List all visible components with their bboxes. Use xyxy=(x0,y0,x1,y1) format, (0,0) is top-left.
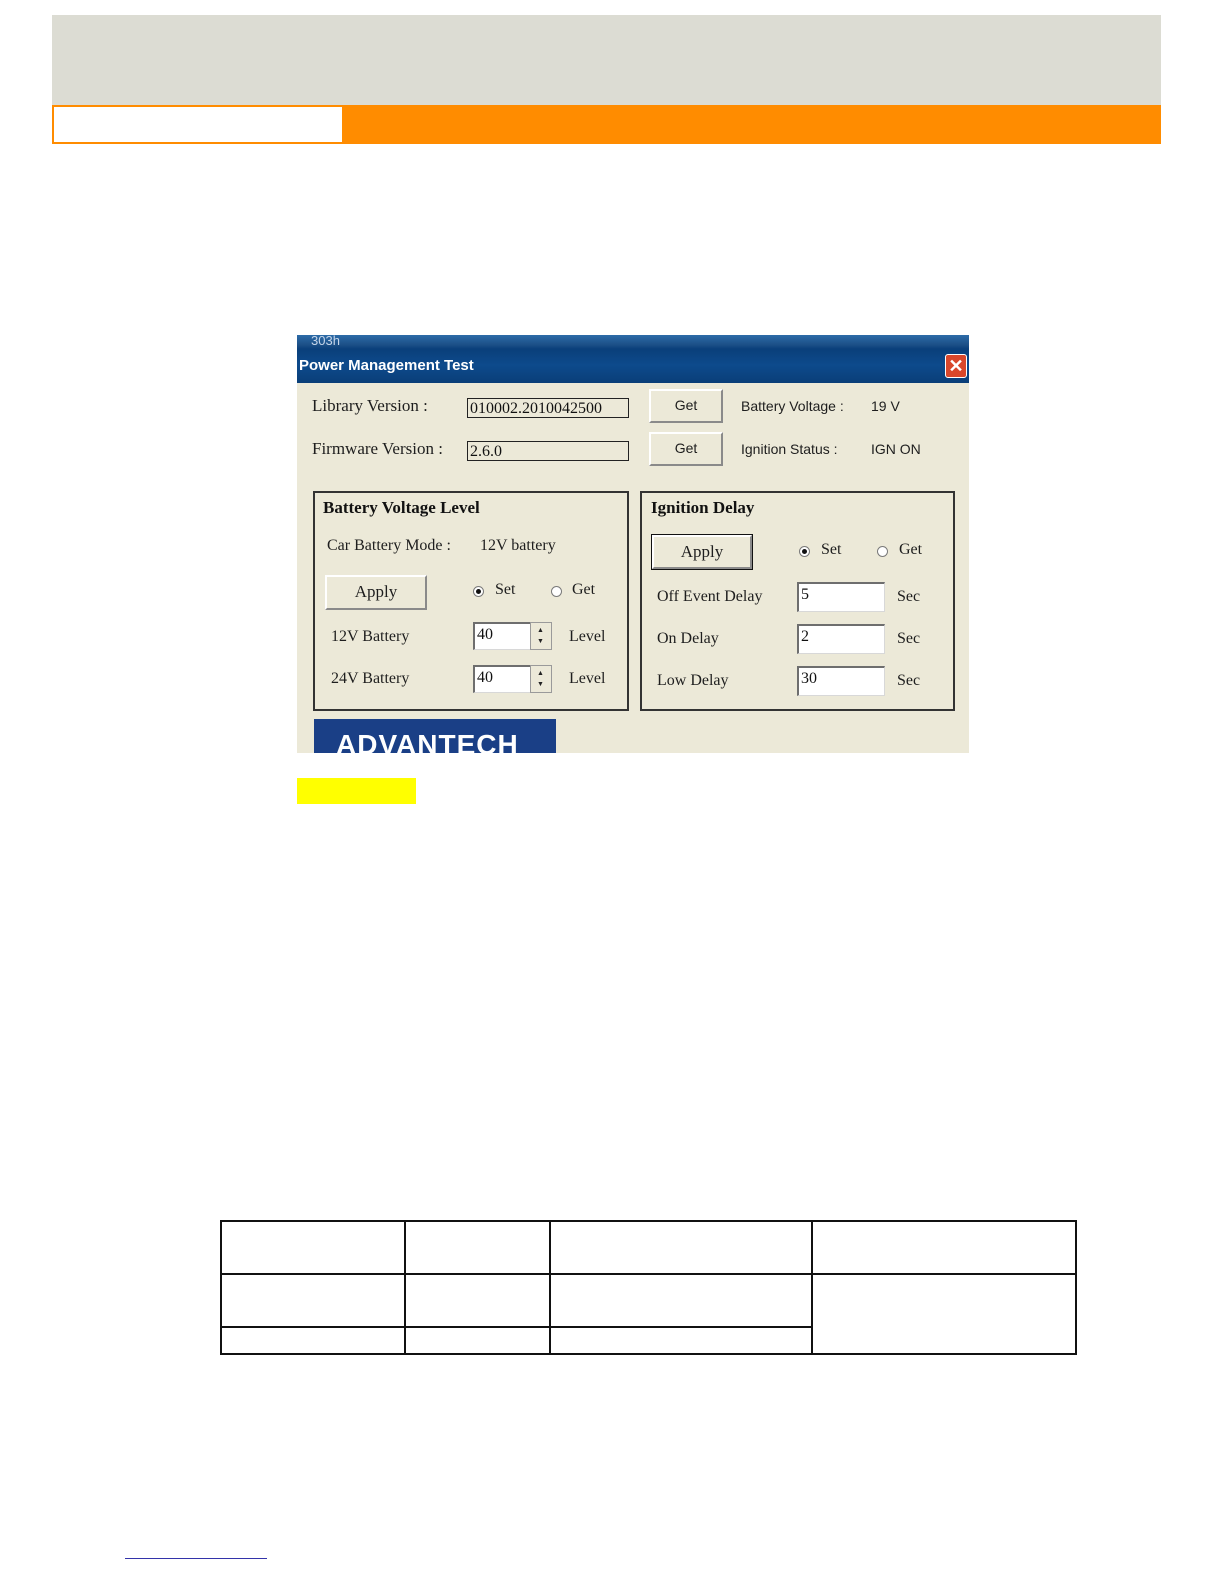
data-table xyxy=(220,1220,1077,1355)
page-header-band xyxy=(52,15,1161,105)
battery-get-radio[interactable] xyxy=(551,586,562,597)
table-cell xyxy=(405,1327,550,1354)
ignition-set-label: Set xyxy=(821,541,842,558)
logo-text: ADVANTECH xyxy=(336,729,519,753)
battery-12v-input[interactable]: 40 xyxy=(473,622,531,650)
battery-apply-button[interactable]: Apply xyxy=(325,575,427,610)
get-firmware-version-button[interactable]: Get xyxy=(649,432,723,466)
battery-voltage-label: Battery Voltage : xyxy=(741,398,844,414)
off-event-delay-input[interactable]: 5 xyxy=(797,582,885,612)
battery-set-radio[interactable] xyxy=(473,586,484,597)
spin-up-icon[interactable]: ▲ xyxy=(537,627,544,634)
on-delay-input[interactable]: 2 xyxy=(797,624,885,654)
low-delay-unit: Sec xyxy=(897,672,921,689)
dialog-title: Power Management Test xyxy=(299,357,474,374)
off-event-delay-label: Off Event Delay xyxy=(657,588,763,605)
table-cell xyxy=(221,1327,405,1354)
spin-up-icon[interactable]: ▲ xyxy=(537,670,544,677)
footer-underline xyxy=(125,1558,267,1559)
battery-set-label: Set xyxy=(495,581,516,598)
table-cell xyxy=(550,1327,812,1354)
ignition-status-value: IGN ON xyxy=(871,441,921,457)
firmware-version-field: 2.6.0 xyxy=(467,441,629,461)
battery-12v-level-label: Level xyxy=(569,628,606,645)
ignition-apply-button[interactable]: Apply xyxy=(652,535,752,569)
page-header-tab-box xyxy=(54,107,342,142)
battery-24v-spinner[interactable] xyxy=(530,665,552,693)
battery-12v-label: 12V Battery xyxy=(331,628,410,645)
table-cell xyxy=(812,1221,1076,1274)
table-cell xyxy=(812,1274,1076,1354)
battery-24v-level-label: Level xyxy=(569,670,606,687)
advantech-logo xyxy=(314,719,556,753)
dialog-title-bar[interactable] xyxy=(297,335,969,383)
off-event-delay-unit: Sec xyxy=(897,588,921,605)
table-cell xyxy=(550,1221,812,1274)
battery-voltage-level-group xyxy=(313,491,629,711)
table-cell xyxy=(550,1274,812,1327)
get-library-version-button[interactable]: Get xyxy=(649,389,723,423)
battery-24v-input[interactable]: 40 xyxy=(473,665,531,693)
spin-down-icon[interactable]: ▼ xyxy=(537,681,544,688)
ignition-delay-group xyxy=(640,491,955,711)
ignition-get-radio[interactable] xyxy=(877,546,888,557)
table-cell xyxy=(405,1274,550,1327)
table-row xyxy=(221,1221,1076,1274)
car-battery-mode-value: 12V battery xyxy=(480,537,556,554)
ignition-status-label: Ignition Status : xyxy=(741,441,838,457)
battery-12v-spinner[interactable] xyxy=(530,622,552,650)
spin-down-icon[interactable]: ▼ xyxy=(537,638,544,645)
battery-24v-label: 24V Battery xyxy=(331,670,410,687)
ignition-set-radio[interactable] xyxy=(799,546,810,557)
library-version-label: Library Version : xyxy=(312,396,428,415)
on-delay-unit: Sec xyxy=(897,630,921,647)
table-cell xyxy=(221,1274,405,1327)
highlight-mark xyxy=(297,778,416,804)
car-battery-mode-label: Car Battery Mode : xyxy=(327,537,451,554)
table-cell xyxy=(221,1221,405,1274)
close-icon: ✕ xyxy=(948,356,964,376)
battery-get-label: Get xyxy=(572,581,596,598)
table-row xyxy=(221,1274,1076,1327)
library-version-field: 010002.2010042500 xyxy=(467,398,629,418)
firmware-version-label: Firmware Version : xyxy=(312,439,443,458)
battery-group-title: Battery Voltage Level xyxy=(323,498,480,517)
battery-voltage-value: 19 V xyxy=(871,398,900,414)
close-button[interactable] xyxy=(945,354,967,378)
ignition-get-label: Get xyxy=(899,541,923,558)
background-window-text: 303h xyxy=(311,335,340,348)
low-delay-label: Low Delay xyxy=(657,672,729,689)
table-cell xyxy=(405,1221,550,1274)
power-management-dialog xyxy=(297,335,969,753)
low-delay-input[interactable]: 30 xyxy=(797,666,885,696)
on-delay-label: On Delay xyxy=(657,630,719,647)
ignition-group-title: Ignition Delay xyxy=(651,498,755,517)
